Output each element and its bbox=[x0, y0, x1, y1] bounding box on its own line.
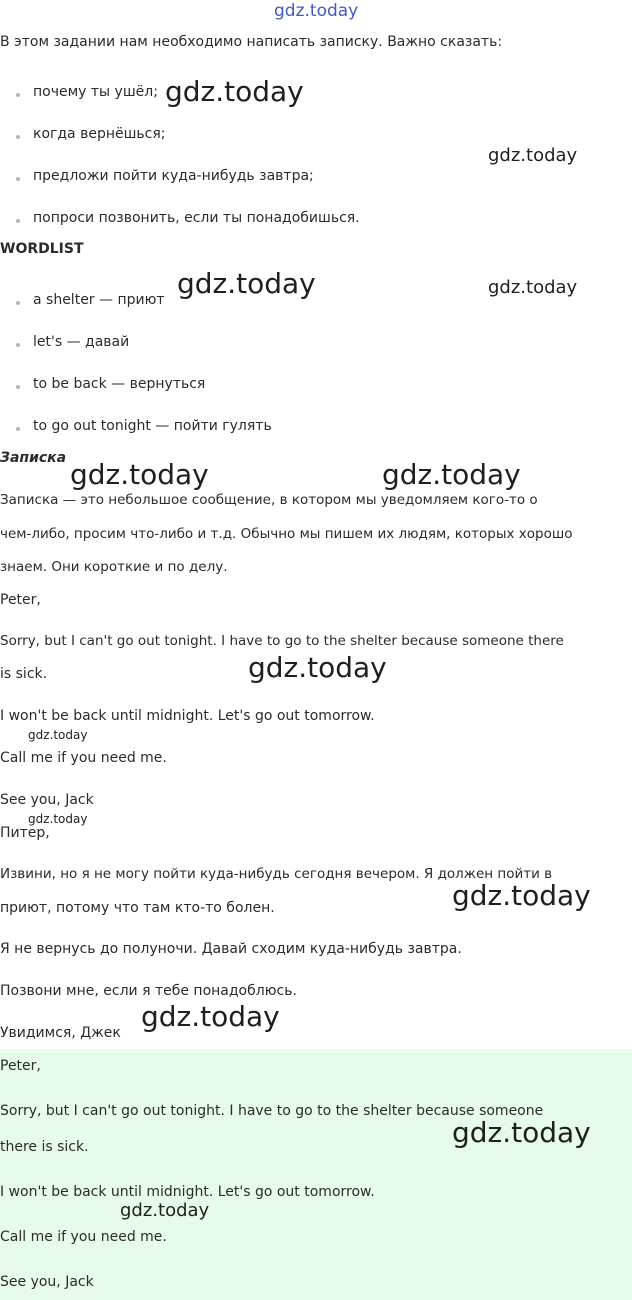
note-line: Sorry, but I can't go out tonight. I have to go to the shelter because someone there bbox=[0, 633, 564, 649]
answer-line: there is sick. bbox=[0, 1139, 89, 1155]
wordlist-item: a shelter — приют bbox=[33, 292, 165, 308]
task-item: когда вернёшься; bbox=[33, 126, 166, 142]
watermark: gdz.today bbox=[274, 1, 359, 21]
translation-signature: Увидимся, Джек bbox=[0, 1025, 121, 1041]
watermark: gdz.today bbox=[248, 651, 387, 684]
watermark: gdz.today bbox=[141, 1000, 280, 1033]
watermark: gdz.today bbox=[452, 879, 591, 912]
watermark: gdz.today bbox=[488, 277, 578, 298]
wordlist-item: let's — давай bbox=[33, 334, 130, 350]
translation-line: Извини, но я не могу пойти куда-нибудь сегодня вечером. Я должен пойти в bbox=[0, 866, 553, 882]
note-line: is sick. bbox=[0, 666, 48, 682]
bullet-icon bbox=[16, 177, 20, 181]
translation-line: приют, потому что там кто-то болен. bbox=[0, 900, 275, 916]
translation-line: Позвони мне, если я тебе понадоблюсь. bbox=[0, 983, 297, 999]
watermark: gdz.today bbox=[165, 75, 304, 108]
note-definition-line: Записка — это небольшое сообщение, в котором мы уведомляем кого-то о bbox=[0, 492, 538, 508]
watermark: gdz.today bbox=[120, 1200, 210, 1221]
note-line: I won't be back until midnight. Let's go out tomorrow. bbox=[0, 708, 375, 724]
answer-line: I won't be back until midnight. Let's go out tomorrow. bbox=[0, 1184, 375, 1200]
bullet-icon bbox=[16, 219, 20, 223]
task-item: попроси позвонить, если ты понадобишься. bbox=[33, 210, 360, 226]
watermark: gdz.today bbox=[177, 267, 316, 300]
bullet-icon bbox=[16, 427, 20, 431]
answer-greeting: Peter, bbox=[0, 1058, 41, 1074]
wordlist-item: to go out tonight — пойти гулять bbox=[33, 418, 272, 434]
note-definition-line: знаем. Они короткие и по делу. bbox=[0, 559, 228, 575]
watermark: gdz.today bbox=[70, 458, 209, 491]
bullet-icon bbox=[16, 385, 20, 389]
wordlist-item: to be back — вернуться bbox=[33, 376, 206, 392]
watermark: gdz.today bbox=[28, 728, 88, 742]
note-definition-line: чем-либо, просим что-либо и т.д. Обычно мы пишем их людям, которых хорошо bbox=[0, 526, 573, 542]
note-signature: See you, Jack bbox=[0, 792, 94, 808]
translation-greeting: Питер, bbox=[0, 825, 50, 841]
watermark: gdz.today bbox=[382, 458, 521, 491]
answer-highlight bbox=[0, 1049, 632, 1300]
translation-line: Я не вернусь до полуночи. Давай сходим куда-нибудь завтра. bbox=[0, 941, 462, 957]
note-title: Записка bbox=[0, 450, 67, 466]
watermark: gdz.today bbox=[452, 1116, 591, 1149]
note-line: Call me if you need me. bbox=[0, 750, 167, 766]
task-item: предложи пойти куда-нибудь завтра; bbox=[33, 168, 314, 184]
bullet-icon bbox=[16, 301, 20, 305]
bullet-icon bbox=[16, 135, 20, 139]
note-greeting: Peter, bbox=[0, 592, 41, 608]
answer-line: Sorry, but I can't go out tonight. I have to go to the shelter because someone bbox=[0, 1103, 544, 1119]
intro-text: В этом задании нам необходимо написать записку. Важно сказать: bbox=[0, 34, 503, 50]
watermark: gdz.today bbox=[28, 812, 88, 826]
watermark: gdz.today bbox=[488, 145, 578, 166]
task-item: почему ты ушёл; bbox=[33, 84, 158, 100]
wordlist-title: WORDLIST bbox=[0, 241, 84, 257]
bullet-icon bbox=[16, 93, 20, 97]
answer-signature: See you, Jack bbox=[0, 1274, 94, 1290]
answer-line: Call me if you need me. bbox=[0, 1229, 167, 1245]
bullet-icon bbox=[16, 343, 20, 347]
